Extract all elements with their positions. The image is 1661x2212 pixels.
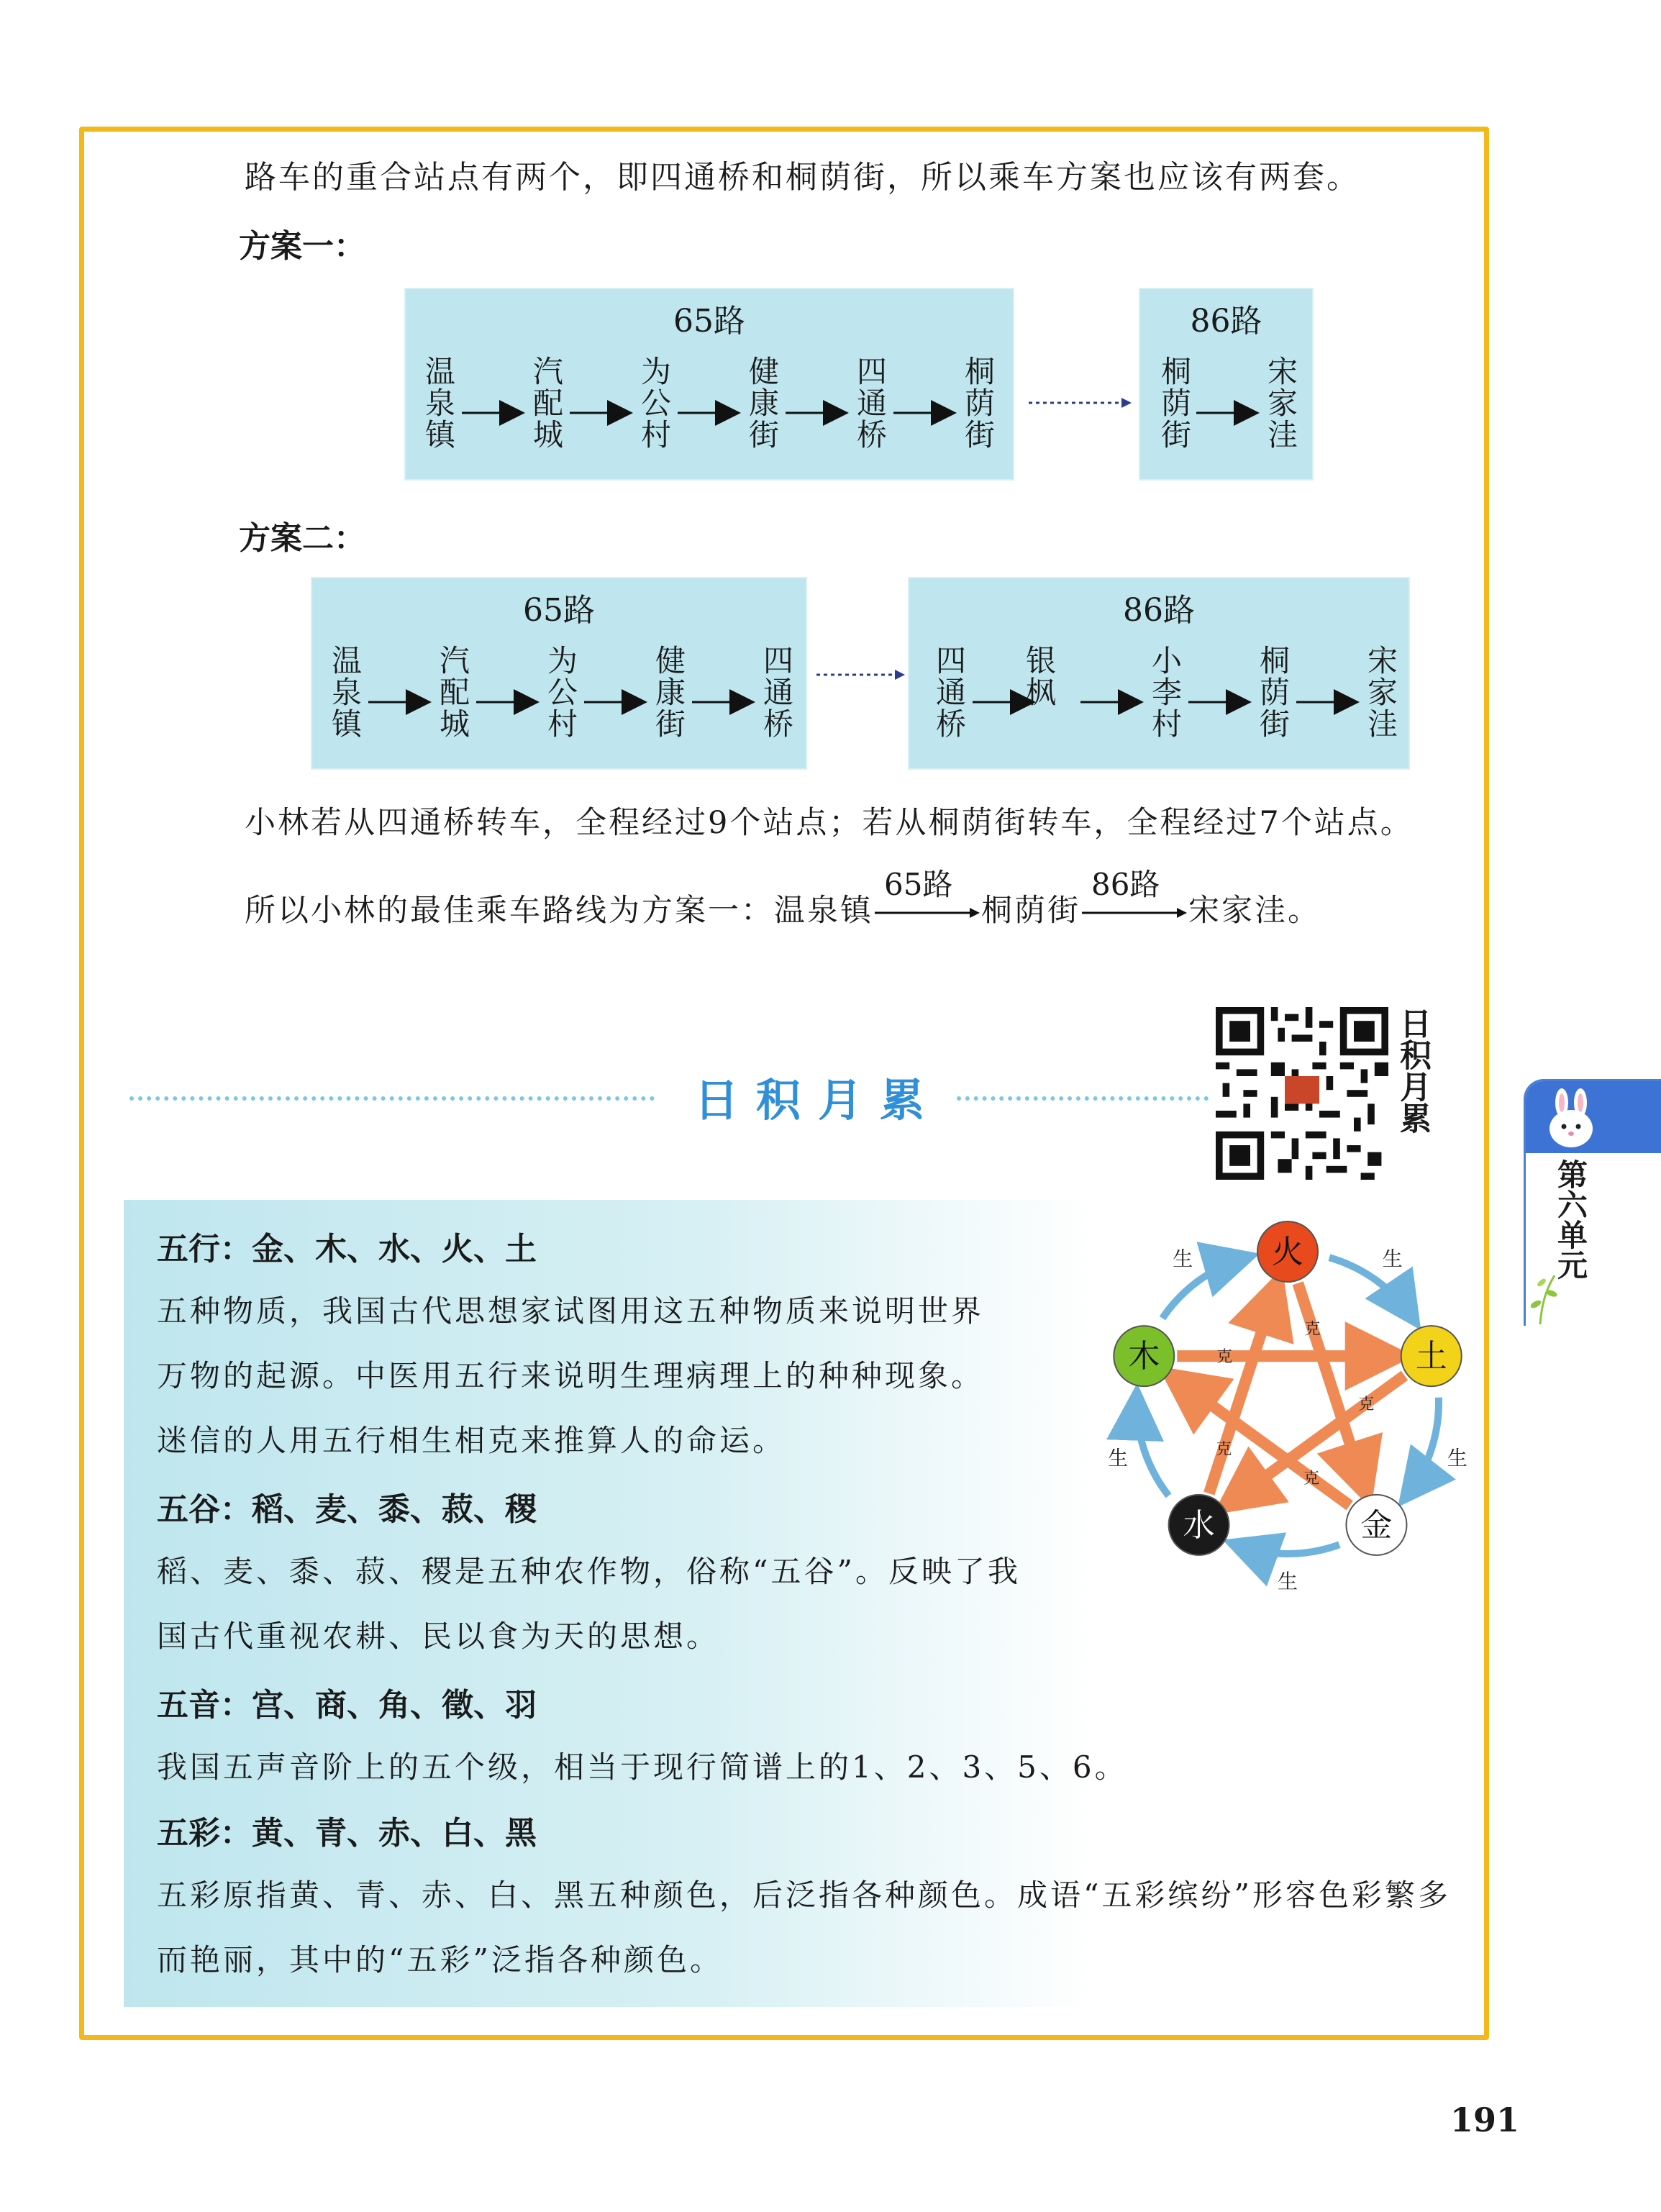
route-arrow-65-label: 65路 (884, 867, 953, 902)
bunny-icon (1539, 1087, 1603, 1152)
page-number: 191 (1450, 2101, 1520, 2139)
wuxing-text: 五种物质，我国古代思想家试图用这五种物质来说明世界 (157, 1293, 985, 1329)
conclusion-line-2 (245, 867, 1321, 930)
ke-label: 克 (1216, 1440, 1232, 1459)
conclusion-prefix: 所以小林的最佳乘车路线为方案一：温泉镇 (245, 893, 873, 929)
ke-label: 克 (1358, 1395, 1375, 1414)
plan1-station: 桐荫街 (1157, 355, 1192, 450)
plan1-station: 健康街 (745, 355, 780, 450)
wucai-text: 五彩原指黄、青、赤、白、黑五种颜色，后泛指各种颜色。成语“五彩缤纷”形容色彩繁多 (157, 1878, 1451, 1913)
plan2-route86-box (908, 577, 1410, 770)
plan1-transfer-arrow-icon (1025, 396, 1133, 410)
arrow-right-icon (1080, 898, 1188, 927)
plan2-transfer-arrow-icon (813, 668, 906, 682)
sheng-arrow (1236, 1544, 1339, 1554)
plan1-station: 桐荫街 (960, 355, 996, 450)
ke-label: 克 (1304, 1320, 1321, 1339)
plan2-station: 温泉镇 (327, 645, 363, 739)
plan2-arrows-86 (909, 578, 1411, 771)
plan2-station: 健康街 (651, 645, 686, 739)
section-title: 日积月累 (694, 1074, 942, 1127)
sheng-label: 生 (1277, 1570, 1298, 1593)
plan2-route86-label: 86路 (1123, 592, 1195, 629)
ke-arrow (1298, 1283, 1364, 1487)
plan2-station: 宋家洼 (1363, 645, 1398, 739)
wugu-title: 五谷：稻、麦、黍、菽、稷 (157, 1491, 537, 1528)
route-arrow-86-label: 86路 (1091, 867, 1160, 902)
ke-arrow (1177, 1380, 1350, 1506)
plan1-route65-label: 65路 (673, 303, 745, 340)
wuyin-title: 五音：宫、商、角、徵、羽 (157, 1687, 537, 1724)
plan2-station: 小李村 (1147, 645, 1183, 739)
tab-label: 第六单元 (1553, 1159, 1588, 1280)
plan1-title: 方案一： (239, 228, 365, 265)
ke-label: 克 (1303, 1470, 1319, 1488)
plan1-station: 四通桥 (852, 355, 888, 450)
element-label: 水 (1183, 1506, 1215, 1544)
plan1-route86-label: 86路 (1190, 303, 1262, 340)
plan1-station: 温泉镇 (421, 355, 456, 450)
sheng-label: 生 (1173, 1247, 1193, 1271)
wuyin-text: 我国五声音阶上的五个级，相当于现行简谱上的1、2、3、5、6。 (157, 1749, 1128, 1785)
sheng-label: 生 (1108, 1446, 1129, 1470)
element-label: 火 (1272, 1234, 1303, 1270)
plan1-route65-box (404, 288, 1014, 481)
plan2-station: 四通桥 (759, 645, 794, 739)
route-arrow-65 (873, 867, 981, 927)
plan2-station: 桐荫街 (1255, 645, 1291, 739)
wuxing-diagram (1093, 1209, 1482, 1597)
qr-label: 日积月累 (1394, 1007, 1431, 1134)
route-arrow-86 (1080, 867, 1188, 927)
plan2-arrows (312, 578, 809, 771)
arrow-right-icon (1140, 289, 1315, 482)
plan1-station: 为公村 (637, 355, 672, 450)
sheng-label: 生 (1382, 1247, 1403, 1271)
ke-arrow (1209, 1290, 1275, 1493)
wucai-text: 而艳丽，其中的“五彩”泛指各种颜色。 (157, 1942, 723, 1977)
arrow-right-icon (873, 898, 981, 927)
element-label: 木 (1128, 1338, 1160, 1375)
wugu-text: 国古代重视农耕、民以食为天的思想。 (157, 1619, 720, 1654)
element-label: 土 (1415, 1338, 1447, 1375)
plan1-route86-box (1139, 288, 1314, 481)
conclusion-middle: 桐荫街 (981, 893, 1080, 929)
wucai-title: 五彩：黄、青、赤、白、黑 (157, 1815, 537, 1852)
conclusion-line-1: 小林若从四通桥转车，全程经过9个站点；若从桐荫街转车，全程经过7个站点。 (245, 805, 1414, 841)
sheng-arrow (1137, 1398, 1169, 1496)
wugu-text: 稻、麦、黍、菽、稷是五种农作物，俗称“五谷”。反映了我 (157, 1554, 1021, 1589)
plan2-station: 为公村 (543, 645, 578, 739)
wuxing-title: 五行：金、木、水、火、土 (157, 1231, 537, 1267)
wuxing-text: 迷信的人用五行相生相克来推算人的命运。 (157, 1423, 786, 1458)
qr-code-icon[interactable] (1216, 1007, 1388, 1180)
plan2-title: 方案二： (239, 520, 365, 557)
plan2-route65-label: 65路 (523, 592, 595, 629)
tab-header (1526, 1081, 1661, 1153)
plan2-station: 四通桥 (932, 645, 967, 739)
element-label: 金 (1360, 1506, 1393, 1544)
sprout-icon (1526, 1261, 1569, 1326)
plan1-station: 汽配城 (529, 355, 564, 450)
conclusion-end: 宋家洼。 (1188, 893, 1321, 929)
plan1-arrows (406, 289, 1016, 482)
sheng-arrow (1406, 1398, 1439, 1496)
intro-line: 路车的重合站点有两个，即四通桥和桐荫街，所以乘车方案也应该有两套。 (245, 159, 1360, 196)
wuxing-text: 万物的起源。中医用五行来说明生理病理上的种种现象。 (157, 1358, 985, 1393)
plan1-station: 宋家洼 (1263, 355, 1298, 450)
ke-label: 克 (1216, 1348, 1233, 1367)
plan2-route65-box (311, 577, 807, 770)
sheng-label: 生 (1447, 1446, 1467, 1470)
unit-tab[interactable] (1524, 1079, 1661, 1326)
plan2-station: 银枫 (1021, 645, 1057, 708)
section-divider-left (129, 1096, 655, 1101)
plan2-station: 汽配城 (435, 645, 470, 739)
section-divider-right (957, 1096, 1209, 1101)
